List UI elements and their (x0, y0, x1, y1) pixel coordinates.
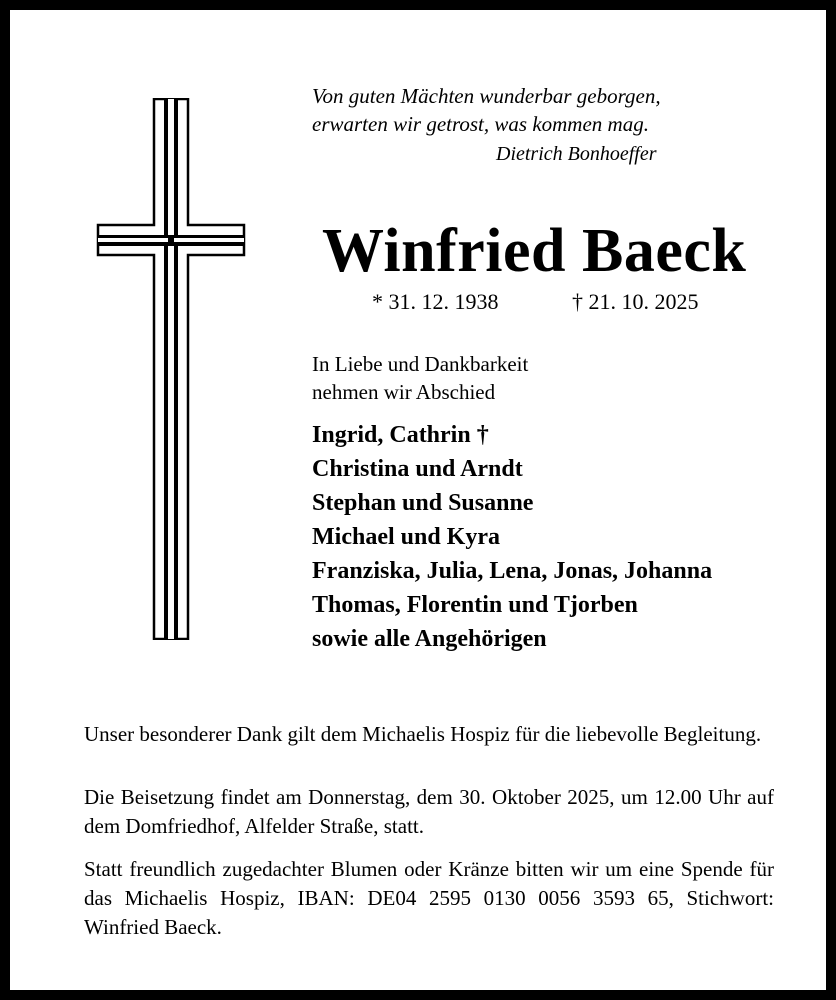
farewell-line-2: nehmen wir Abschied (312, 380, 496, 404)
family-line: Franziska, Julia, Lena, Jonas, Johanna (312, 558, 713, 584)
quote (312, 82, 661, 138)
funeral-paragraph: Die Beisetzung findet am Donnerstag, dem 30. Oktober 2025, um 12.00 Uhr auf dem Domfriedhof, Alfelder Straße, statt. (84, 785, 774, 838)
family-line: Thomas, Florentin und Tjorben (312, 592, 638, 618)
farewell-line-1: In Liebe und Dankbarkeit (312, 352, 529, 376)
family-line: Christina und Arndt (312, 456, 523, 482)
family-line: sowie alle Angehörigen (312, 626, 547, 652)
deceased-name: Winfried Baeck (322, 217, 747, 285)
quote-line-1: Von guten Mächten wunderbar geborgen, (312, 84, 661, 108)
family-line: Ingrid, Cathrin † (312, 422, 489, 448)
family-line: Michael und Kyra (312, 524, 501, 550)
death-date: † 21. 10. 2025 (572, 289, 699, 314)
farewell-intro (312, 350, 528, 406)
family-line: Stephan und Susanne (312, 490, 534, 516)
family-list (312, 418, 712, 656)
thanks-paragraph: Unser besonderer Dank gilt dem Michaelis Hospiz für die liebevolle Begleitung. (84, 722, 762, 746)
cross-icon (96, 98, 246, 640)
birth-date: * 31. 12. 1938 (372, 289, 499, 314)
quote-author: Dietrich Bonhoeffer (496, 143, 657, 165)
quote-line-2: erwarten wir getrost, was kommen mag. (312, 112, 649, 136)
donation-paragraph: Statt freundlich zugedachter Blumen oder Kränze bitten wir um eine Spende für das Michaelis Hospiz, IBAN: DE04 2595 0130 0056 3593 65, Stichwort: Winfried Baeck. (84, 857, 774, 939)
